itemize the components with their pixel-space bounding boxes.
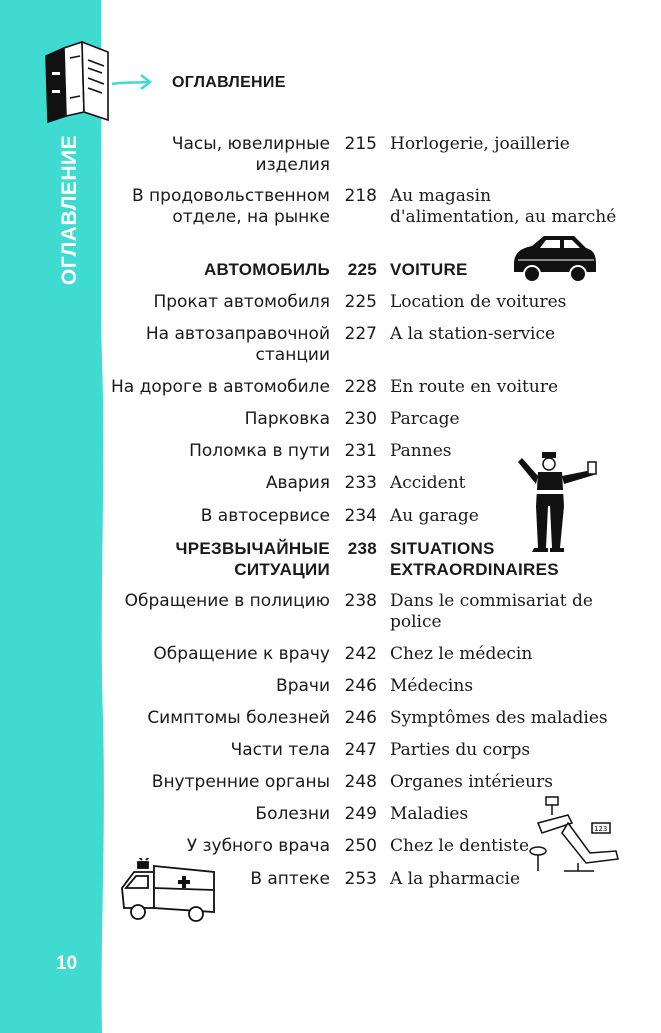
sidebar [0, 0, 101, 1033]
toc-russian-title: Части тела [230, 740, 330, 760]
toc-french-title: VOITURE [390, 260, 468, 279]
toc-russian-title: Поломка в пути [189, 441, 330, 461]
toc-french-title: Pannes [390, 441, 452, 461]
toc-russian-title: Авария [265, 473, 330, 493]
svg-text:123: 123 [594, 825, 608, 833]
toc-russian-title: Часы, ювелирные изделия [171, 134, 330, 175]
toc-french-title: Médecins [390, 676, 474, 696]
toc-russian-title: Болезни [255, 804, 330, 824]
toc-french-title: Chez le médecin [390, 644, 533, 664]
car-illustration [508, 230, 600, 286]
toc-page-number: 227 [344, 324, 377, 344]
toc-page-number: 225 [347, 260, 377, 279]
toc-page-number: 242 [344, 644, 377, 664]
toc-french-title: Parcage [390, 409, 460, 429]
toc-french-title: Accident [390, 473, 466, 493]
toc-russian-title: Симптомы болезней [147, 708, 330, 728]
toc-page-number: 228 [344, 377, 377, 397]
toc-page-number: 215 [344, 134, 377, 154]
toc-russian-title: ЧРЕЗВЫЧАЙНЫЕ СИТУАЦИИ [175, 539, 330, 579]
toc-french-title: Symptômes des maladies [390, 708, 608, 728]
toc-page-number: 253 [344, 869, 377, 889]
toc-russian-title: Обращение к врачу [153, 644, 330, 664]
toc-russian-title: В автосервисе [200, 506, 330, 526]
toc-russian-title: Обращение в полицию [124, 591, 330, 611]
toc-page-number: 247 [344, 740, 377, 760]
toc-page-number: 230 [344, 409, 377, 429]
ambulance-illustration [118, 858, 218, 924]
toc-russian-title: Внутренние органы [151, 772, 330, 792]
toc-page-number: 238 [344, 591, 377, 611]
toc-page-number: 225 [344, 292, 377, 312]
toc-page-number: 249 [344, 804, 377, 824]
toc-french-title: Organes intérieurs [390, 772, 553, 792]
toc-page-number: 248 [344, 772, 377, 792]
toc-page-number: 250 [344, 836, 377, 856]
toc-french-title: Chez le dentiste [390, 836, 530, 856]
toc-russian-title: Парковка [244, 409, 330, 429]
toc-russian-title: У зубного врача [186, 836, 330, 856]
police-officer-illustration [516, 448, 600, 556]
toc-russian-title: Прокат автомобиля [153, 292, 330, 312]
toc-french-title: En route en voiture [390, 377, 559, 397]
toc-russian-title: В продовольственном отделе, на рынке [131, 186, 330, 227]
toc-french-title: Maladies [390, 804, 469, 824]
toc-page-number: 246 [344, 676, 377, 696]
header-title: ОГЛАВЛЕНИЕ [172, 74, 286, 91]
toc-page-number: 234 [344, 506, 377, 526]
toc-russian-title: На дороге в автомобиле [111, 377, 330, 397]
toc-russian-title: Врачи [276, 676, 330, 696]
toc-french-title: Au garage [390, 506, 479, 526]
toc-russian-title: В аптеке [250, 869, 330, 889]
toc-russian-title: АВТОМОБИЛЬ [203, 260, 330, 279]
toc-french-title: Parties du corps [390, 740, 531, 760]
sidebar-title: ОГЛАВЛЕНИЕ [58, 134, 81, 286]
toc-french-title: Dans le commisariat de police [390, 591, 593, 632]
toc-russian-title: На автозаправочной станции [145, 324, 330, 365]
page-number: 10 [56, 953, 78, 974]
toc-french-title: A la station-service [390, 324, 556, 344]
toc-french-title: Location de voitures [390, 292, 567, 312]
toc-french-title: Horlogerie, joaillerie [390, 134, 570, 154]
toc-page-number: 233 [344, 473, 377, 493]
toc-french-title: SITUATIONS EXTRAORDINAIRES [390, 539, 559, 579]
toc-page-number: 231 [344, 441, 377, 461]
toc-page-number: 246 [344, 708, 377, 728]
toc-page-number: 238 [347, 539, 377, 558]
toc-french-title: Au magasin d'alimentation, au marché [390, 186, 617, 227]
dentist-chair-illustration [528, 793, 624, 875]
toc-french-title: A la pharmacie [390, 869, 521, 889]
toc-page-number: 218 [344, 186, 377, 206]
